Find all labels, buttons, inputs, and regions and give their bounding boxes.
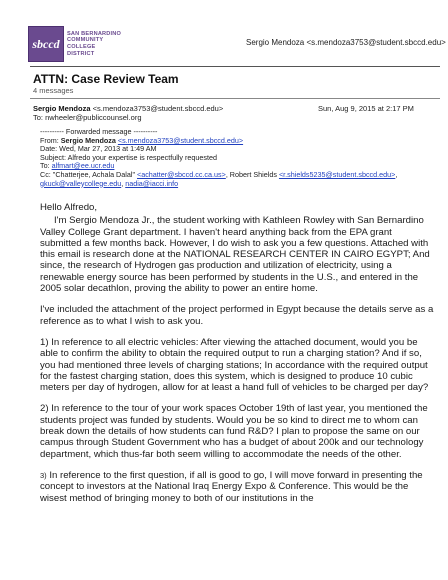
header-divider (30, 66, 440, 67)
message-count: 4 messages (33, 86, 74, 95)
logo-line: COLLEGE (67, 44, 96, 50)
college-logo (28, 26, 126, 62)
logo-mark: sbccd (28, 26, 64, 62)
body-paragraph-4: 2) In reference to the tour of your work spaces October 19th of last year, you mentioned the students project was funded by students. Would you be so kind to direct me to whom can break down the details of how students can fund R&D? I plan to propose the same on our campus through Student Government who has a budget of about 200k and our technology department, which thus-far both seem willing to accommodate the needs of the other. (40, 403, 428, 460)
paragraph-5-number: 3) (40, 470, 47, 480)
cc-email-link-2[interactable]: <r.shields5235@student.sbccd.edu> (278, 169, 396, 179)
forwarded-cc-tail: , (395, 169, 398, 179)
thread-divider (30, 98, 440, 99)
forwarded-from-email-link[interactable]: <s.mendoza3753@student.sbccd.edu> (117, 135, 244, 145)
forwarded-cc-sep: , (121, 178, 126, 188)
logo-line: SAN BERNARDINO (67, 30, 122, 37)
cc-email-link-1[interactable]: <achatter@sbccd.cc.ca.us> (137, 169, 226, 179)
cc-email-link-4[interactable]: nadia@iacci.info (125, 178, 179, 188)
logo-text (67, 31, 121, 57)
forwarded-to-email-link[interactable]: alfmart@ee.ucr.edu (51, 161, 115, 171)
body-greeting: Hello Alfredo, (40, 202, 98, 213)
forwarded-to-label: To: (40, 161, 52, 171)
forwarded-subject: Subject: Alfredo your expertise is respectfully requested (40, 152, 217, 162)
message-date: Sun, Aug 9, 2015 at 2:17 PM (318, 104, 414, 113)
forwarded-date: Date: Wed, Mar 27, 2013 at 1:49 AM (40, 144, 157, 154)
forwarded-from-label: From: (40, 135, 61, 145)
forwarded-from-name: Sergio Mendoza (60, 135, 116, 145)
logo-line: DISTRICT (67, 50, 95, 57)
message-to: To: nwheeler@publiccounsel.org (33, 113, 142, 122)
account-sender: Sergio Mendoza <s.mendoza3753@student.sbccd.edu> (246, 38, 446, 47)
body-paragraph-2: I've included the attachment of the project performed in Egypt because the details serve as a reference as to what I wish to ask you. (40, 304, 434, 327)
message-body (40, 202, 436, 514)
from-name: Sergio Mendoza (33, 104, 91, 113)
forwarded-header (40, 128, 435, 188)
body-paragraph-5 (40, 470, 436, 504)
body-paragraph-1: I'm Sergio Mendoza Jr., the student working with Kathleen Rowley with San Bernardino Valley College Grant department. I haven't heard anything back from the EPA grant submitted a few months back. However, I do wish to ask you a few questions. Attached with this email is research done at the NATIONAL RESEARCH CENTER IN CAIRO EGYPT; And since, the research of Hydrogen gas production and utilization of electricity, using a renewable energy source has been performed by students in the U.S., and entered in the 2005 solar decathlon, proving the ability to power an entire home. (40, 215, 430, 295)
forwarded-banner: ---------- Forwarded message ---------- (40, 127, 158, 136)
thread-subject: ATTN: Case Review Team (33, 72, 179, 86)
message-from (33, 104, 223, 113)
cc-email-link-3[interactable]: gkuck@valleycollege.edu (40, 178, 122, 188)
forwarded-cc-prefix: Cc: "Chatterjee, Achala Dalal" (40, 169, 137, 179)
from-email: <s.mendoza3753@student.sbccd.edu> (92, 104, 224, 113)
forwarded-cc-cont (40, 180, 435, 189)
logo-line: COMMUNITY (67, 37, 104, 44)
body-paragraph-3: 1) In reference to all electric vehicles: After viewing the attached document, would you be able to confirm the ability to obtain the required output to run a charging station? And if so, you had mentioned three levels of charging stations; In accordance with the required output for the fastest charging station, does this system, which is designed to produce 10 cubic meters per day of hydrogen, allow for at least a hand full of vehicles to be charged per day? (40, 336, 429, 394)
print-header (22, 26, 446, 64)
forwarded-cc-mid: , Robert Shields (225, 169, 279, 179)
paragraph-5-text: In reference to the first question, if all is good to go, I will move forward in presenting the concept to investors at the National Iraq Energy Expo & Conference. This would be the wisest method of bringing money to both of our institutions in the (40, 469, 423, 504)
